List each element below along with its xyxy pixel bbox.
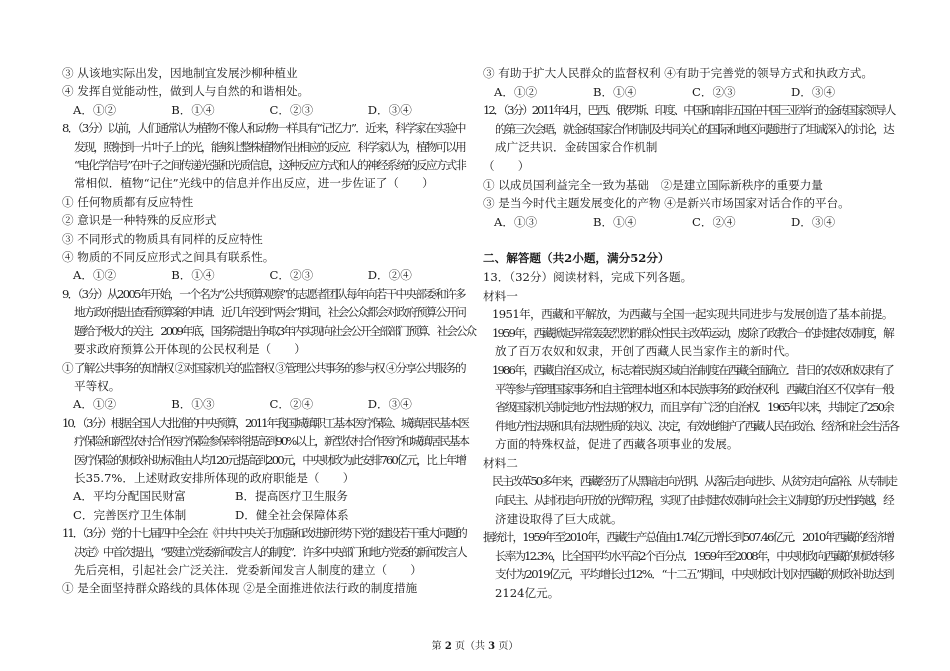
question-stem-line: 要求政府预算公开体现的公民权利是（ ）: [74, 342, 306, 357]
statement-line: ③ 有助于扩大人民群众的监督权利 ④有助于完善党的领导方式和执政方式。: [483, 66, 873, 80]
answer-options: [62, 266, 466, 284]
material-paragraph-line: 放了百万农奴和奴隶，开创了西藏人民当家作主的新时代。: [495, 344, 797, 359]
answer-options: [62, 506, 466, 524]
option-d: D．②④: [367, 268, 412, 283]
spacer: [483, 231, 894, 249]
option-a: A．①②: [494, 84, 538, 99]
option-c: C．②④: [269, 397, 314, 412]
material-1-label: 材料一: [483, 288, 518, 303]
material-paragraph-line: 方面的特殊权益，促进了西藏各项事业的发展。: [495, 437, 739, 452]
answer-paren: （ ）: [483, 158, 530, 173]
option-c: C．②③: [692, 84, 736, 99]
material-paragraph-line: 件地方性法规和具有法规性质的决议、决定，有效地维护了西藏人民在政治、经济和社会生活各: [495, 418, 898, 433]
left-column: [62, 64, 476, 598]
question: [483, 101, 894, 231]
answer-options: [62, 395, 466, 413]
option-c: C．②④: [692, 214, 736, 229]
question: [62, 285, 476, 414]
option-b: B．①④: [593, 84, 637, 99]
question-stem-line: 成广泛共识．金砖国家合作机制: [495, 140, 658, 155]
question-stem-line: 8．（3分）以前，人们通常认为植物不像人和动物一样具有“记忆力”．近来，科学家在实验中: [62, 121, 465, 136]
option-d: D．健全社会保障体系: [235, 507, 349, 522]
option-c: C．②③: [269, 268, 314, 283]
option-d: D．③④: [367, 102, 412, 117]
statement-line: ④ 发挥自觉能动性，做到人与自然的和谐相处。: [62, 84, 310, 99]
footer-suffix: 页）: [495, 641, 519, 652]
statement-line: ② 意识是一种特殊的反应形式: [62, 213, 217, 228]
question-stem-line: 10．（3分）根据全国人大批准的中央预算，2011年我国城镇职工基本医疗保险、城镇居民基本医: [62, 415, 468, 430]
material-paragraph-line: 济建设取得了巨大成就。: [495, 511, 623, 526]
option-a: A．①②: [73, 397, 117, 412]
material-2-label: 材料二: [483, 455, 518, 470]
section-heading: 二、解答题（共2小题，满分52分）: [483, 251, 670, 266]
page-footer: [0, 640, 950, 654]
question: [62, 524, 466, 598]
footer-middle: 页（共: [451, 641, 489, 652]
option-d: D．③④: [791, 84, 836, 99]
question: [62, 414, 466, 524]
answer-options: [483, 213, 894, 232]
answer-options: [62, 487, 466, 505]
material-paragraph-line: 1986年，西藏自治区成立，标志着民族区域自治制度在西藏全面确立．昔日的农奴和奴隶有了: [492, 362, 893, 377]
question: [62, 119, 466, 285]
question-stem-line: 疗保险和新型农村合作医疗保险参保率将提高到90%以上，新型农村合作医疗和城镇居民基本: [74, 434, 468, 449]
material-paragraph-line: 1959年，西藏掀起异常轰轰烈烈的群众性民主改革运动，废除了政教合一的封建农奴制度，解: [492, 325, 893, 340]
question-stem-line: 地方政府提出查看预算案的申请．近几年没到“两会”期间，社会公众都会对政府预算公开问: [74, 305, 466, 320]
question-stem-line: 9．（3分）从2005年开始，一个名为“公共预算观察”的志愿者团队每年向若干中央部委和许多: [62, 286, 465, 301]
total-pages: 3: [488, 641, 496, 652]
option-a: A．①③: [494, 214, 538, 229]
right-column: [483, 64, 898, 603]
option-d: D．③④: [367, 397, 412, 412]
question-stem-line: 12．（3分）2011年4月，巴西、俄罗斯、印度、中国和南非五国在中国三亚举行的金砖国家领导人: [483, 103, 895, 118]
page-number: 2: [444, 641, 452, 652]
question-stem-line: 11．（3分）党的十七届四中全会在《中共中央关于加强和改进新形势下党的建设若干重大问题的: [62, 526, 466, 541]
statement-line: ③ 是当今时代主题发展变化的产物 ④是新兴市场国家对话合作的平台。: [483, 196, 850, 211]
material-paragraph-line: 平等参与管理国家事务和自主管理本地区和本民族事务的政治权利．西藏自治区不仅享有一般: [495, 381, 893, 396]
statistics-line: 2124亿元。: [495, 586, 560, 601]
question-stem-line: 常相似．植物“记住”光线中的信息并作出反应，进一步佐证了（ ）: [74, 176, 434, 191]
material-paragraph-line: 1951年，西藏和平解放，为西藏与全国一起实现共同进步与发展创造了基本前提。: [492, 307, 893, 322]
statistics-line: 支付为2019亿元，平均增长过12%．“十二五”期间，中央财政计划对西藏的财政补助达到: [495, 567, 894, 582]
answer-options: [483, 83, 894, 102]
question-stem-line: 发现，照射到一片叶子上的光，能够让整株植物作出相应的反应．科学家认为，植物可以用: [74, 139, 465, 154]
question: [62, 64, 466, 119]
question-stem-line: 长35.7%．上述财政安排所体现的政府职能是（ ）: [74, 470, 355, 485]
option-c: C．完善医疗卫生体制: [73, 507, 187, 522]
option-d: D．③④: [791, 214, 836, 229]
question: [483, 64, 894, 101]
question-stem-line: 的第三次会晤，就金砖国家合作机制及共同关心的国际和地区问题进行了坦诚深入的讨论，达: [495, 121, 893, 136]
material-paragraph-line: 民主改革50多年来，西藏经历了从黑暗走向光明、从落后走向进步、从贫穷走向富裕、从专制走: [492, 474, 897, 489]
material-paragraph-line: 向民主、从封闭走向开放的光辉历程，实现了由封建农奴制向社会主义制度的历史性跨越，经: [495, 493, 893, 508]
question-stem-line: 决定》中首次提出，“要建立党委新闻发言人的制度”．许多中央部门和地方党委的新闻发言人: [74, 544, 466, 559]
statement-line: ① 任何物质都有反应特性: [62, 194, 194, 209]
statistics-line: 长率为12.3%，比全国平均水平高2个百分点．1959年至2008年，中央财政向西藏的财政转移: [495, 548, 893, 563]
question-stem-line: 先后亮相，引起社会广泛关注．党委新闻发言人制度的建立（ ）: [74, 562, 422, 577]
material-paragraph-line: 省级国家机关制定地方性法规的权力，而且享有广泛的自治权．1965年以来，共制定了250余: [495, 400, 893, 415]
statement-line: 平等权。: [74, 378, 121, 393]
question-stem-line: 医疗保险的财政补助标准由人均120元提高到200元，中央财政为此安排760亿元，比上年增: [74, 452, 466, 467]
option-b: B．①③: [171, 397, 215, 412]
option-b: B．提高医疗卫生服务: [235, 489, 348, 504]
option-a: A．平均分配国民财富: [73, 489, 186, 504]
statement-line: ① 了解公共事务的知情权 ②对国家机关的监督权 ③管理公共事务的参与权 ④分享公共服务的: [62, 360, 465, 375]
statement-line: ① 以成员国利益完全一致为基础 ②是建立国际新秩序的重要力量: [483, 177, 823, 192]
footer-prefix: 第: [431, 641, 445, 652]
option-b: B．①④: [171, 102, 215, 117]
answer-options: [62, 101, 466, 119]
option-c: C．②③: [269, 102, 314, 117]
statement-line: ③ 不同形式的物质具有同样的反应特性: [62, 231, 263, 246]
question-13-title: 13．（32分）阅读材料，完成下列各题。: [483, 269, 693, 284]
statement-line: ④ 物质的不同反应形式之间具有联系性。: [62, 250, 275, 265]
option-a: A．①②: [73, 268, 117, 283]
statistics-line: 据统计，1959年至2010年，西藏生产总值由1.74亿元增长到507.46亿元．2010年西藏的经济增: [483, 530, 894, 545]
statement-line: ③ 从该地实际出发，因地制宜发展沙柳种植业: [62, 66, 298, 80]
question-stem-line: “电化学信号”在叶子之间传递光强和光质信息，这种反应方式和人的神经系统的反应方式非: [74, 158, 466, 173]
option-b: B．①④: [171, 268, 215, 283]
question-stem-line: 题给予极大的关注．2009年底，国务院提出争取3年内实现向社会公开全部部门预算．社会公众: [74, 323, 476, 338]
statement-line: ① 是全面坚持群众路线的具体体现 ②是全面推进依法行政的制度措施: [62, 581, 418, 596]
option-b: B．①④: [593, 214, 637, 229]
option-a: A．①②: [73, 102, 117, 117]
